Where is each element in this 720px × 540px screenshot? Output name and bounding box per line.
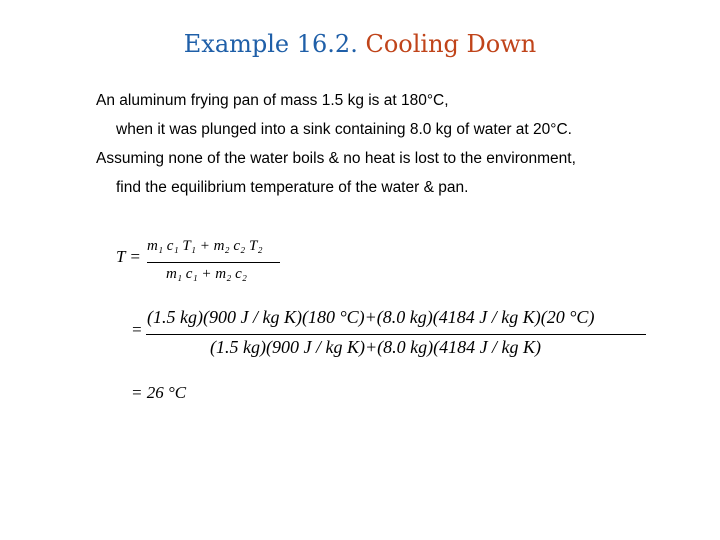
problem-line-1: An aluminum frying pan of mass 1.5 kg is at 180°C, <box>96 92 449 109</box>
formula-numerator: m₁ c₁ T₁ + m₂ c₂ T₂ <box>147 238 263 254</box>
substitution-equals: = <box>131 320 143 339</box>
problem-line-4: find the equilibrium temperature of the water & pan. <box>116 179 469 196</box>
problem-line-2: when it was plunged into a sink containing 8.0 kg of water at 20°C. <box>116 121 572 138</box>
equation-result: = 26 °C <box>131 383 187 402</box>
problem-line-3: Assuming none of the water boils & no heat is lost to the environment, <box>96 150 576 167</box>
substitution-fraction-bar <box>146 334 646 335</box>
equation-lhs: T = <box>116 247 141 266</box>
example-title: Cooling Down <box>365 30 537 58</box>
substitution-numerator: (1.5 kg)(900 J / kg K)(180 °C)+(8.0 kg)(4184 J / kg K)(20 °C) <box>147 307 595 327</box>
example-number: Example 16.2. <box>183 30 358 58</box>
substitution-denominator: (1.5 kg)(900 J / kg K)+(8.0 kg)(4184 J / kg K) <box>210 337 542 357</box>
formula-fraction-bar <box>147 262 280 263</box>
slide-title <box>0 30 720 58</box>
formula-denominator: m₁ c₁ + m₂ c₂ <box>166 266 247 282</box>
